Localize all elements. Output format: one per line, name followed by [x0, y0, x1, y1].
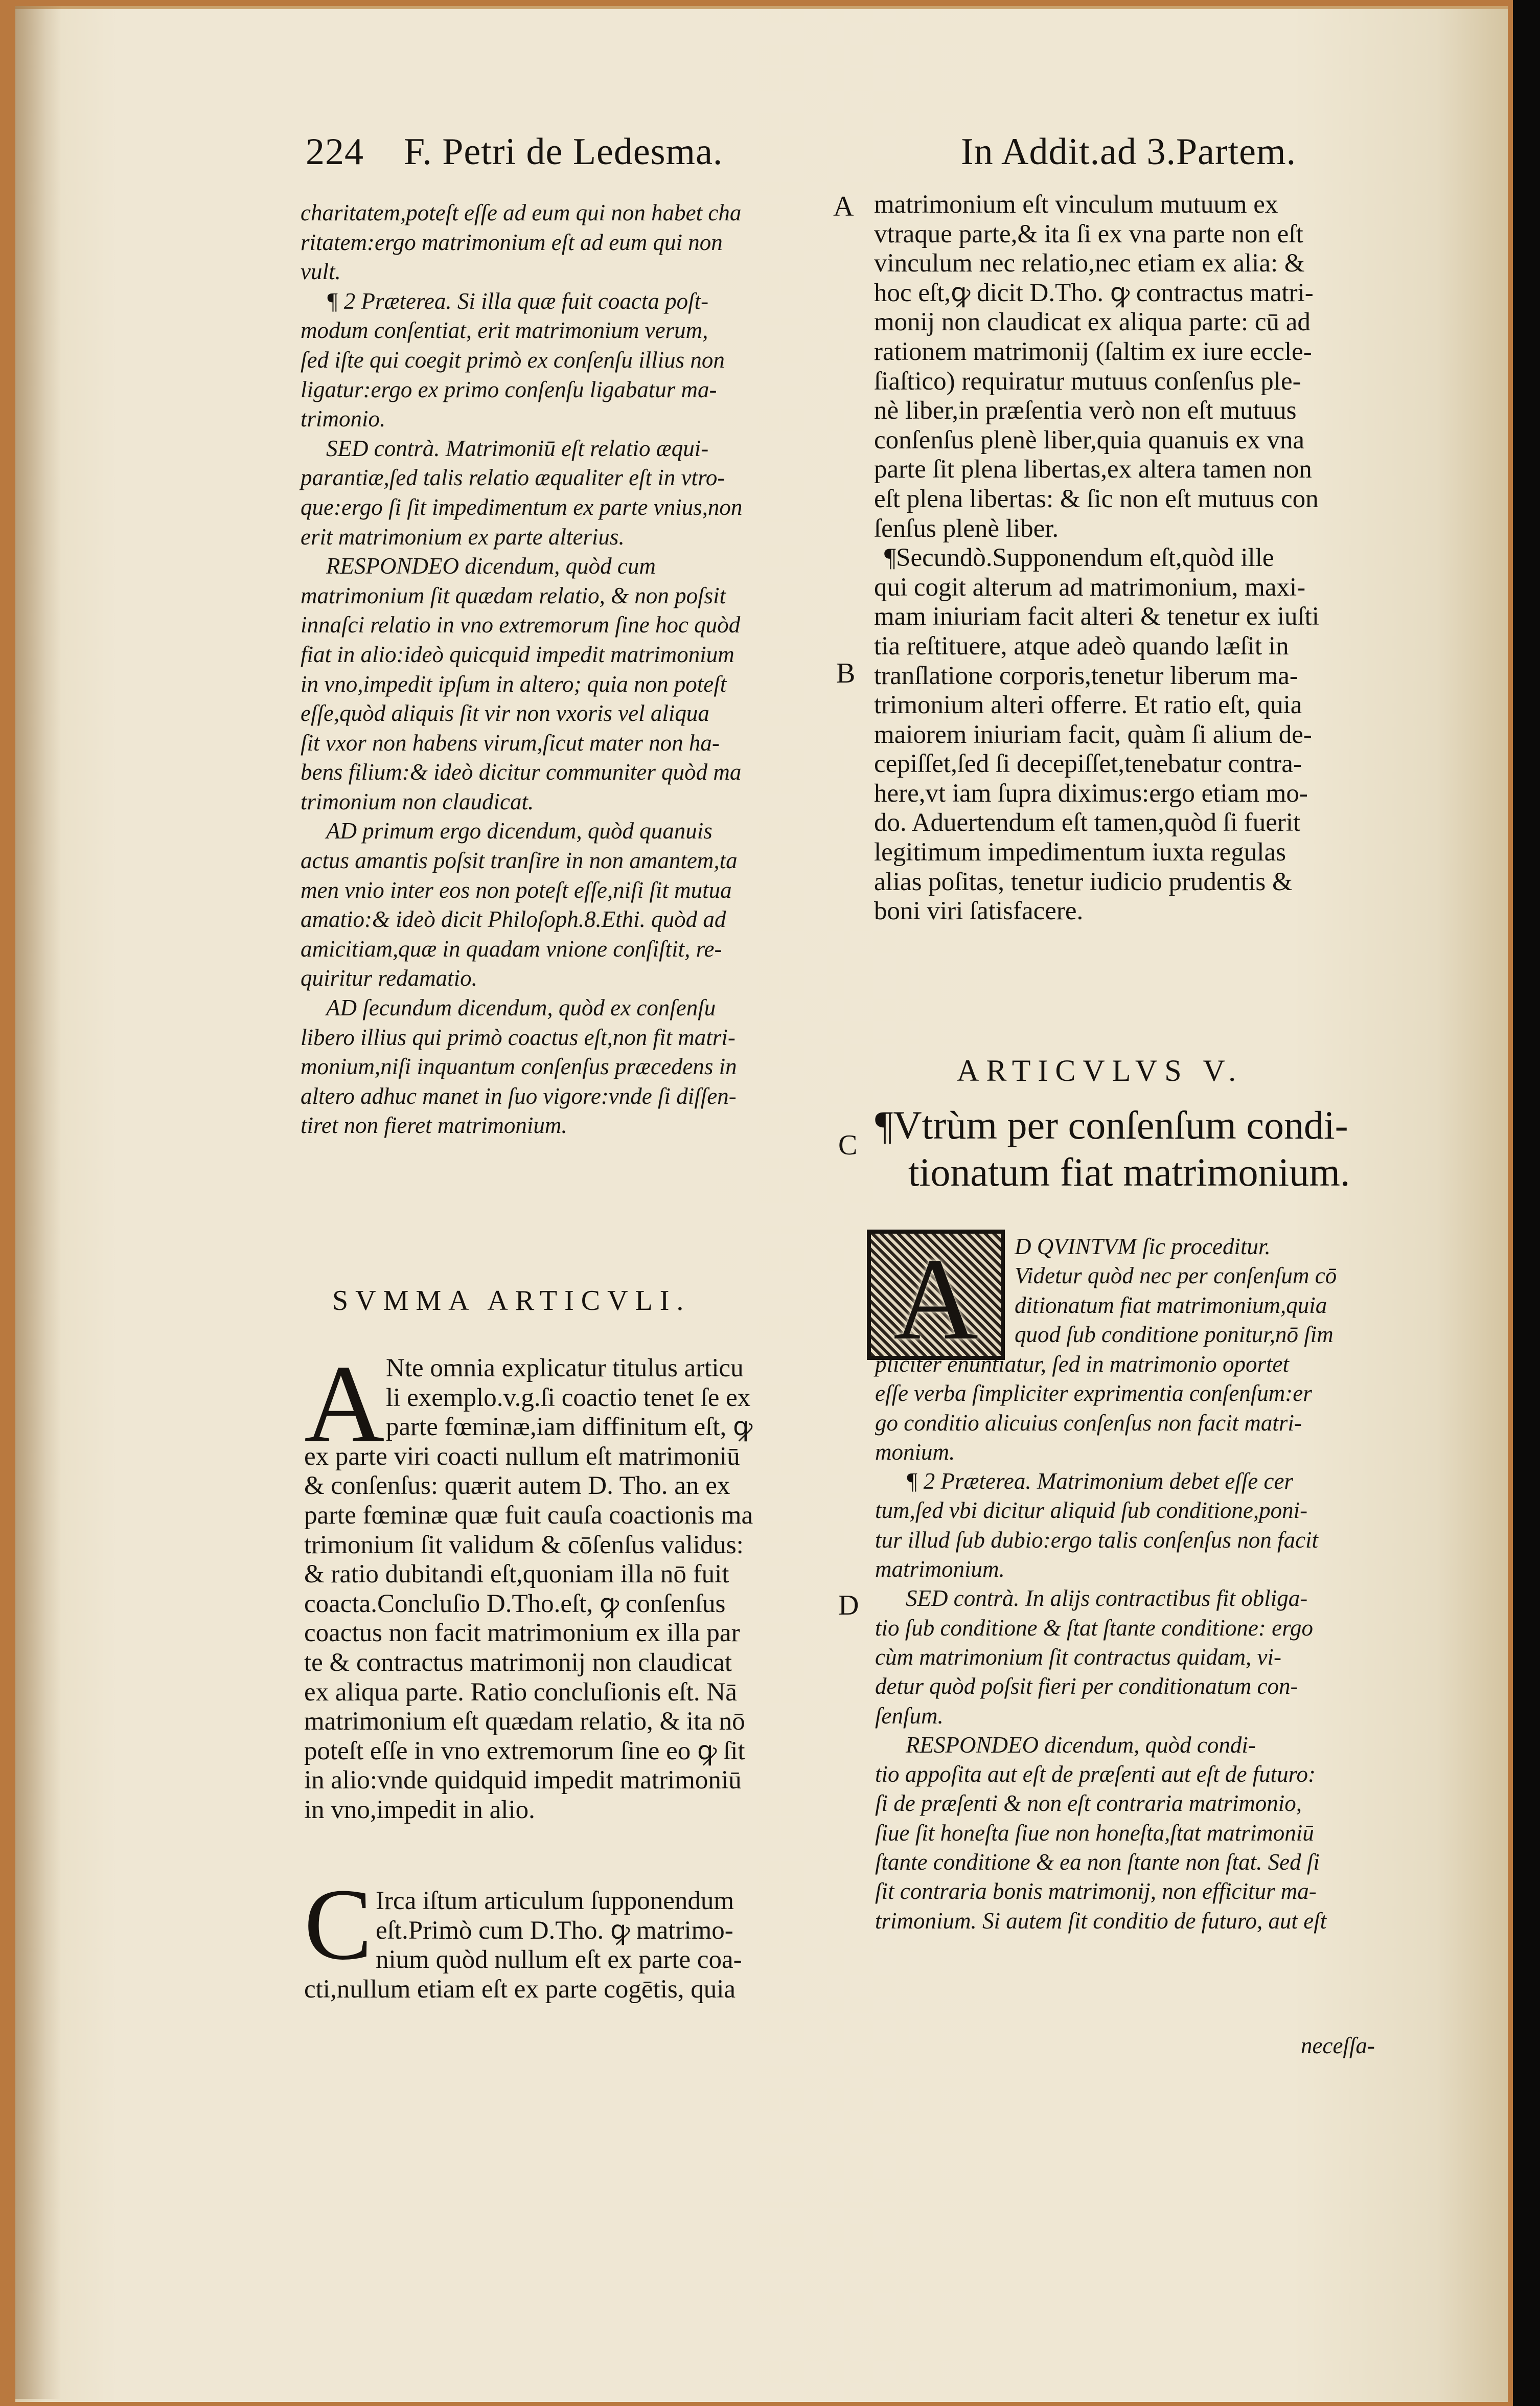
- text-line: hoc eſt,ꝙ dicit D.Tho. ꝙ contractus matri-: [874, 278, 1314, 307]
- article-heading: ARTICVLVS V.: [957, 1054, 1244, 1087]
- text-line: ex parte viri coacti nullum eſt matrimoniū: [304, 1442, 740, 1471]
- text-line: boni viri ſatisfacere.: [874, 897, 1084, 926]
- running-head-author: F. Petri de Ledesma.: [404, 131, 723, 173]
- text-line: trimonium non claudicat.: [301, 788, 534, 814]
- text-line: rationem matrimonij (ſaltim ex iure eccle-: [874, 337, 1312, 366]
- text-line: ſiaſtico) requiratur mutuus conſenſus ple-: [874, 367, 1301, 396]
- question-line: tionatum fiat matrimonium.: [908, 1150, 1350, 1194]
- text-line: trimonium alteri offerre. Et ratio eſt, quia: [874, 691, 1302, 720]
- text-line: altero adhuc manet in ſuo vigore:vnde ſi diſſen-: [301, 1083, 737, 1109]
- text-line: RESPONDEO dicendum, quòd condi-: [906, 1732, 1256, 1758]
- text-line: qui cogit alterum ad matrimonium, maxi-: [874, 573, 1306, 602]
- text-line: conſenſus plenè liber,quia quanuis ex vna: [874, 425, 1305, 455]
- text-line: libero illius qui primò coactus eſt,non fit matri-: [301, 1024, 735, 1050]
- summa-initial: A: [304, 1343, 385, 1466]
- catchword: neceſſa-: [1301, 2033, 1375, 2058]
- decorated-initial-letter: A: [893, 1234, 979, 1364]
- text-line: innaſci relatio in vno extremorum ſine hoc quòd: [301, 612, 741, 638]
- text-line: ſit contraria bonis matrimonij, non efficitur ma-: [875, 1878, 1317, 1904]
- text-line: & ratio dubitandi eſt,quoniam illa nō fuit: [304, 1560, 729, 1589]
- text-line: amicitiam,quæ in quadam vnione conſiſtit, re-: [301, 936, 722, 962]
- running-head-section: In Addit.ad 3.Partem.: [961, 131, 1297, 173]
- text-line: eſt.Primò cum D.Tho. ꝙ matrimo-: [376, 1916, 733, 1945]
- text-line: vinculum nec relatio,nec etiam ex alia: &: [874, 249, 1305, 278]
- text-line: ſi de præſenti & non eſt contraria matrimonio,: [875, 1790, 1302, 1817]
- text-line: poteſt eſſe in vno extremorum ſine eo ꝙ ſit: [304, 1736, 745, 1765]
- text-line: ſit vxor non habens virum,ſicut mater non ha-: [301, 730, 720, 756]
- text-line: in alio:vnde quidquid impedit matrimoniū: [304, 1766, 742, 1795]
- text-line: eſſe,quòd aliquis ſit vir non vxoris vel aliqua: [301, 700, 709, 727]
- text-line: tum,ſed vbi dicitur aliquid ſub conditione,poni-: [875, 1497, 1308, 1524]
- article-question: [875, 1102, 1437, 1196]
- text-line: Videtur quòd nec per conſenſum cō: [1015, 1263, 1337, 1289]
- text-line: tur illud ſub dubio:ergo talis conſenſus non facit: [875, 1527, 1319, 1553]
- text-line: coacta.Concluſio D.Tho.eſt, ꝙ conſenſus: [304, 1589, 726, 1618]
- text-line: coactus non facit matrimonium ex illa par: [304, 1619, 740, 1648]
- circa-text: [304, 1887, 831, 2004]
- decorated-initial: [867, 1230, 1005, 1364]
- text-line: nè liber,in præſentia verò non eſt mutuus: [874, 396, 1297, 425]
- text-line: ¶ 2 Præterea. Matrimonium debet eſſe cer: [906, 1468, 1293, 1494]
- text-line: ditionatum fiat matrimonium,quia: [1015, 1292, 1327, 1318]
- question-line: ¶Vtrùm per conſenſum condi-: [875, 1103, 1348, 1147]
- margin-marker-b: B: [836, 657, 856, 689]
- text-line: charitatem,poteſt eſſe ad eum qui non habet cha: [301, 200, 742, 225]
- page-gutter-shadow: [15, 6, 61, 2399]
- text-line: li exemplo.v.g.ſi coactio tenet ſe ex: [386, 1383, 751, 1412]
- text-line: maiorem iniuriam facit, quàm ſi alium de-: [874, 720, 1312, 749]
- text-line: in vno,impedit ipſum in altero; quia non poteſt: [301, 671, 727, 697]
- text-line: amatio:& ideò dicit Philoſoph.8.Ethi. quòd ad: [301, 906, 726, 933]
- text-line: cti,nullum etiam eſt ex parte cogētis, quia: [304, 1974, 736, 2004]
- text-line: tranſlatione corporis,tenetur liberum ma-: [874, 661, 1298, 690]
- text-line: pliciter enuntiatur, ſed in matrimonio oportet: [875, 1351, 1289, 1377]
- summa-text: [304, 1354, 831, 1825]
- text-line: AD primum ergo dicendum, quòd quanuis: [326, 818, 712, 844]
- text-line: monij non claudicat ex aliqua parte: cū ad: [874, 308, 1311, 337]
- text-line: SED contrà. Matrimoniū eſt relatio æqui-: [326, 435, 709, 461]
- text-line: que:ergo ſi ſit impedimentum ex parte vnius,non: [301, 494, 743, 520]
- text-line: tio ſub conditione & ſtat ſtante conditione: ergo: [875, 1615, 1313, 1641]
- text-line: matrimonium.: [875, 1556, 1005, 1582]
- text-line: tiret non fieret matrimonium.: [301, 1113, 567, 1139]
- text-line: go conditio alicuius conſenſus non facit matri-: [875, 1410, 1302, 1436]
- text-line: D QVINTVM ſic proceditur.: [1015, 1234, 1271, 1259]
- text-line: ſed iſte qui coegit primò ex conſenſu illius non: [301, 347, 725, 373]
- text-line: Nte omnia explicatur titulus articu: [386, 1354, 744, 1382]
- text-line: quod ſub conditione ponitur,nō ſim: [1015, 1321, 1334, 1347]
- text-line: monium,niſi inquantum conſenſus præcedens in: [301, 1054, 737, 1080]
- right-column-italic-text: [875, 1350, 1401, 1936]
- text-line: parte fœminæ,iam diffinitum eſt, ꝙ: [386, 1413, 753, 1442]
- text-line: ex aliqua parte. Ratio concluſionis eſt. Nā: [304, 1677, 737, 1707]
- text-line: ritatem:ergo matrimonium eſt ad eum qui non: [301, 229, 723, 255]
- text-line: te & contractus matrimonij non claudicat: [304, 1648, 732, 1677]
- margin-marker-c: C: [838, 1129, 858, 1161]
- margin-marker-a: A: [833, 191, 854, 222]
- text-line: ſenſum.: [875, 1703, 944, 1729]
- page-number: 224: [306, 131, 364, 173]
- text-line: fiat in alio:ideò quicquid impedit matrimonium: [301, 641, 734, 667]
- left-column-italic-text: [301, 198, 827, 1141]
- text-line: SED contrà. In alijs contractibus fit obliga-: [906, 1585, 1308, 1611]
- text-line: monium.: [875, 1439, 955, 1465]
- text-line: quiritur redamatio.: [301, 965, 477, 991]
- text-line: tia reſtituere, atque adeò quando læſit in: [874, 631, 1289, 661]
- text-line: erit matrimonium ex parte alterius.: [301, 524, 625, 550]
- text-line: tio appoſita aut eſt de præſenti aut eſt de futuro:: [875, 1761, 1316, 1787]
- text-line: ligatur:ergo ex primo conſenſu ligabatur ma-: [301, 376, 717, 402]
- text-line: legitimum impedimentum iuxta regulas: [874, 838, 1286, 867]
- text-line: matrimonium eſt quædam relatio, & ita nō: [304, 1707, 745, 1736]
- text-line: cùm matrimonium ſit contractus quidam, vi-: [875, 1644, 1281, 1670]
- text-line: matrimonium eſt vinculum mutuum ex: [874, 190, 1278, 219]
- text-line: parantiæ,ſed talis relatio æqualiter eſt in vtro-: [301, 465, 725, 491]
- summa-heading: SVMMA ARTICVLI.: [332, 1285, 691, 1317]
- text-line: AD ſecundum dicendum, quòd ex conſenſu: [326, 995, 716, 1021]
- text-line: bens filium:& ideò dicitur communiter quòd ma: [301, 759, 742, 785]
- text-line: ¶Secundò.Supponendum eſt,quòd ille: [884, 543, 1274, 573]
- text-line: alias poſitas, tenetur iudicio prudentis &: [874, 867, 1293, 896]
- text-line: & conſenſus: quærit autem D. Tho. an ex: [304, 1471, 730, 1501]
- text-line: matrimonium ſit quædam relatio, & non poſsit: [301, 582, 726, 608]
- text-line: Irca iſtum articulum ſupponendum: [376, 1887, 734, 1915]
- text-line: vtraque parte,& ita ſi ex vna parte non eſt: [874, 219, 1303, 248]
- text-line: ¶ 2 Præterea. Si illa quæ fuit coacta poſt-: [326, 288, 709, 314]
- text-line: ſiue ſit honeſta ſiue non honeſta,ſtat matrimoniū: [875, 1820, 1314, 1846]
- text-line: RESPONDEO dicendum, quòd cum: [326, 553, 656, 579]
- circa-initial: C: [304, 1868, 373, 1981]
- text-line: eſt plena libertas: & ſic non eſt mutuus con: [874, 484, 1319, 513]
- text-line: vult.: [301, 259, 341, 285]
- text-line: in vno,impedit in alio.: [304, 1795, 535, 1824]
- text-line: eſſe verba ſimpliciter exprimentia conſenſum:er: [875, 1380, 1312, 1406]
- text-line: parte ſit plena libertas,ex altera tamen non: [874, 455, 1312, 484]
- text-line: trimonium ſit validum & cōſenſus validus:: [304, 1530, 744, 1559]
- text-line: do. Aduertendum eſt tamen,quòd ſi fuerit: [874, 808, 1301, 837]
- text-line: ſenſus plenè liber.: [874, 514, 1059, 543]
- text-line: nium quòd nullum eſt ex parte coa-: [376, 1945, 742, 1974]
- text-line: men vnio inter eos non poteſt eſſe,niſi ſit mutua: [301, 877, 732, 903]
- text-line: trimonio.: [301, 406, 386, 432]
- text-line: cepiſſet,ſed ſi decepiſſet,tenebatur contra-: [874, 750, 1302, 779]
- text-line: here,vt iam ſupra diximus:ergo etiam mo-: [874, 779, 1308, 808]
- text-line: actus amantis poſsit tranſire in non amantem,ta: [301, 848, 738, 874]
- text-line: parte fœminæ quæ fuit cauſa coactionis ma: [304, 1501, 753, 1530]
- text-line: mam iniuriam facit alteri & tenetur ex iuſti: [874, 602, 1319, 631]
- text-line: modum conſentiat, erit matrimonium verum,: [301, 317, 708, 344]
- text-line: trimonium. Si autem ſit conditio de futuro, aut eſt: [875, 1908, 1327, 1934]
- initial-adjacent-text: [1015, 1232, 1423, 1349]
- text-line: detur quòd poſsit fieri per conditionatum con-: [875, 1673, 1298, 1699]
- margin-marker-d: D: [838, 1590, 859, 1621]
- text-line: ſtante conditione & ea non ſtante non ſtat. Sed ſi: [875, 1849, 1320, 1875]
- right-column-text: [874, 190, 1400, 926]
